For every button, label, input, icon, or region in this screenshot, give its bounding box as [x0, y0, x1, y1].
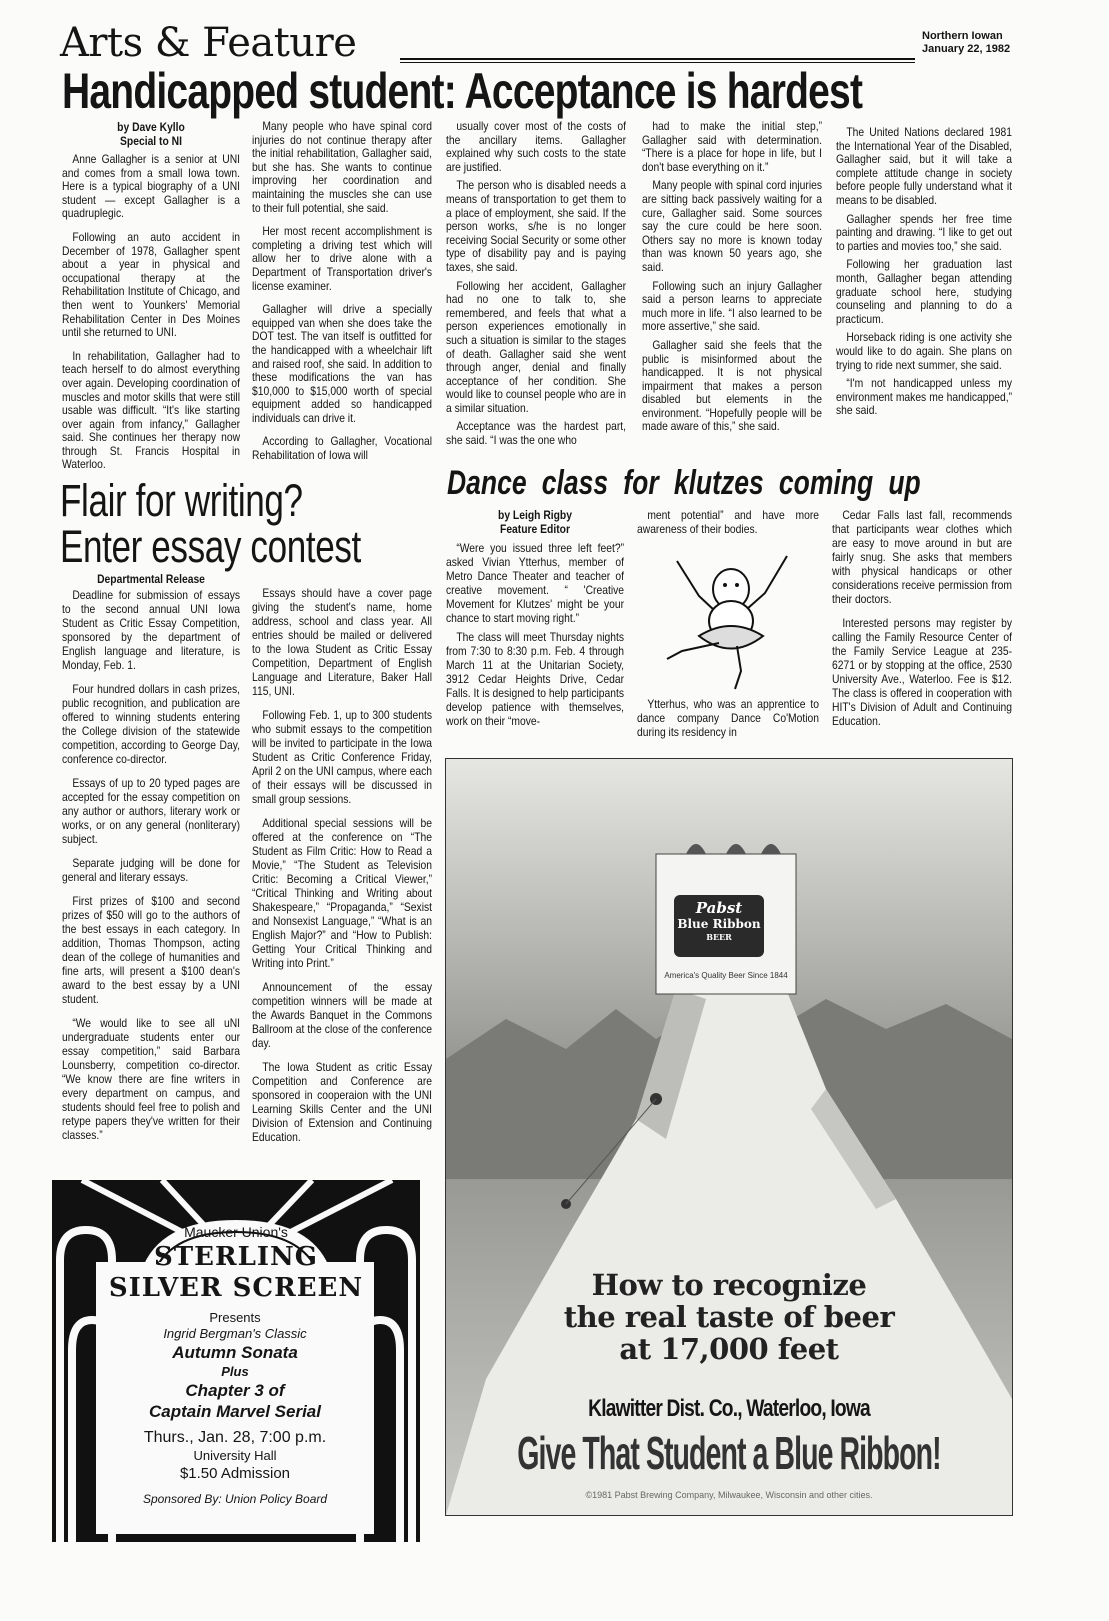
paragraph: “Were you issued three left feet?” asked Vivian Ytterhus, member of Metro Dance Theater and teacher of creative movement. “ 'Creative Movement for Klutzes' might be your chance to start moving right.” — [446, 541, 625, 625]
essay-headline-line-2: Enter essay contest — [60, 521, 361, 572]
paragraph: Acceptance was the hardest part, she said. “I was the one who — [446, 419, 627, 448]
story1-column-4 — [642, 120, 822, 439]
paragraph: Essays should have a cover page giving the student's name, home address, school and class year. All entries should be mailed or delivered to the Iowa Student as Critic Essay Competition, Department of English Language and Literature, Baker Hall 115, UNI. — [252, 586, 433, 698]
movie-advertisement — [52, 1180, 420, 1542]
showtime: Thurs., Jan. 28, 7:00 p.m. — [143, 1429, 327, 1446]
paragraph: Following her accident, Gallagher had no one to talk to, she remembered, and feels that what a person experiences emotionally in such a situation is similar to the stages of death. Gallagher said she went through anger, denial and finally acceptance of her condition. She would like to counsel people who are in a similar situation. — [446, 278, 627, 415]
paragraph: Cedar Falls last fall, recommends that participants wear clothes which are easy to move around in but are fairly snug. She asks that members with physical handicaps or other considerations receive permission from their doctors. — [832, 508, 1013, 606]
story1-column-1 — [62, 120, 240, 482]
story1-column-5 — [836, 126, 1012, 423]
byline: Departmental Release — [97, 572, 205, 586]
author: by Leigh Rigby — [498, 508, 572, 522]
paragraph: ment potential” and have more awareness of their bodies. — [637, 508, 820, 536]
distributor: Klawitter Dist. Co., Waterloo, Iowa — [588, 1395, 870, 1422]
paragraph: “I'm not handicapped unless my environment makes me handicapped,” she said. — [836, 376, 1013, 418]
film-subtitle: Ingrid Bergman's Classic — [163, 1326, 307, 1341]
paragraph: The class will meet Thursday nights from 7:30 to 8:30 p.m. Feb. 4 through March 11 at the Unitarian Society, 3912 Cedar Heights Drive, Cedar Falls. It is designed to help participants develop patience with themselves, work on their “move- — [446, 630, 625, 728]
paragraph: Four hundred dollars in cash prizes, public recognition, and publication are offered to winning students entering the College division of the statewide competition, according to George Day, conference co-director. — [62, 682, 241, 766]
serial-line-2: Captain Marvel Serial — [149, 1402, 321, 1421]
paragraph: Announcement of the essay competition winners will be made at the Awards Banquet in the Commons Ballroom at the close of the conference day. — [252, 980, 433, 1050]
author: by Dave Kyllo — [117, 120, 185, 134]
story1-column-2 — [252, 120, 432, 473]
beer-advertisement — [445, 758, 1013, 1516]
paragraph: Gallagher spends her free time painting and drawing. “I like to get out to parties and movies too,” she said. — [836, 211, 1013, 253]
paragraph: According to Gallagher, Vocational Rehabilitation of Iowa will — [252, 434, 433, 463]
paragraph: First prizes of $100 and second prizes of $50 will go to the authors of the best essays in each category. In addition, Thomas Thompson, acting dean of the college of humanities and fine arts, will present a $100 dean's award to the best essay by a UNI student. — [62, 894, 241, 1006]
story3-column-2 — [637, 508, 819, 744]
plus-label: Plus — [221, 1364, 249, 1379]
story3-column-3 — [832, 508, 1012, 738]
paragraph: Additional special sessions will be offered at the conference on “The Student as Film Critic: How to Read a Movie,” “The Student as Television Critic: Becoming a Critical Viewer,” “Critical Thinking and Writing about Shakespeare,” “Propaganda,” “Sexist and Nonsexist Language,” “What is an English Major?” and “How to Publish: Getting Your Critical Thinking and Writing into Print.” — [252, 816, 433, 970]
paragraph: Following her graduation last month, Gallagher began attending graduate school here, studying counseling and planning to do a practicum. — [836, 257, 1013, 326]
paragraph: Anne Gallagher is a senior at UNI and comes from a small Iowa town. Here is a typical biography of a UNI student — except Gallagher is a quadruplegic. — [62, 152, 241, 221]
headline-line-3: at 17,000 feet — [619, 1332, 839, 1366]
author-role: Special to NI — [120, 134, 182, 148]
paragraph: Deadline for submission of essays to the second annual UNI Iowa Student as Critic Essay Competition, sponsored by the department of English language and literature, is Monday, Feb. 1. — [62, 588, 241, 672]
dance-headline: Dance class for klutzes coming up — [447, 464, 921, 502]
paragraph: Interested persons may register by calling the Family Resource Center of the Family Service League at 235-6271 or by stopping at the office, 2530 University Ave., Waterloo. Fee is $12. The class is offered in cooperation with HIT's Division of Adult and Continuing Education. — [832, 616, 1013, 728]
story3-column-1 — [446, 508, 624, 733]
admission-price: $1.50 Admission — [179, 1465, 291, 1482]
copyright: ©1981 Pabst Brewing Company, Milwaukee, Wisconsin and other cities. — [585, 1490, 873, 1500]
movie-details — [96, 1306, 374, 1534]
byline — [62, 120, 240, 148]
paragraph: Separate judging will be done for general and literary essays. — [62, 856, 241, 884]
main-headline: Handicapped student: Acceptance is hardest — [62, 63, 863, 119]
paragraph: Many people with spinal cord injuries are sitting back passively waiting for a cure, Gallagher said. Some sources say the cure could be here soon. Others say no more is known today than was known 50 years ago, she said. — [642, 178, 823, 274]
pabst-logo — [674, 895, 764, 957]
headline-line-1: How to recognize — [591, 1268, 867, 1302]
venue: University Hall — [193, 1448, 277, 1463]
paragraph: The Iowa Student as critic Essay Competition and Conference are sponsored in cooperaion with the UNI Learning Skills Center and the UNI Division of Extension and Continuing Education. — [252, 1060, 433, 1144]
paper-name: Northern Iowan — [922, 30, 1003, 42]
presenter: Maucker Union's — [184, 1224, 288, 1240]
serial-line-1: Chapter 3 of — [185, 1381, 285, 1400]
paragraph: The United Nations declared 1981 the International Year of the Disabled, Gallagher said, but it will take a complete attitude change in society before people fully understand what it means to be disabled. — [836, 125, 1013, 207]
paragraph: Following an auto accident in December of 1978, Gallagher spent about a year in physical and occupational therapy at the Rehabilitation Institute of Chicago, and then went to Younkers' Memorial Rehabilitation Center in Des Moines until she returned to UNI. — [62, 229, 241, 340]
paragraph: Many people who have spinal cord injuries do not continue therapy after the initial rehabilitation, Gallagher said, but she has. She wants to continue improving her coordination and maintaining the muscles she can use to their full potential, she said. — [252, 119, 433, 215]
headline-line-2: the real taste of beer — [563, 1300, 895, 1334]
story2-column-1 — [62, 572, 240, 1152]
paragraph: “We would like to see all uNI undergraduate students enter our essay competition,” said Barbara Lounsberry, competition co-director. “We know there are fine writers in every department on campus, and students should feel free to polish and retype papers they've written for their classes.” — [62, 1016, 241, 1142]
section-title: Arts & Feature — [60, 20, 357, 66]
film-title: Autumn Sonata — [172, 1343, 298, 1362]
paragraph: Gallagher said she feels that the public is misinformed about the handicapped. It is not physical impairment that makes a person disabled but elements in the environment. “Hopefully people will be made aware of this,” she said. — [642, 337, 823, 434]
brand-small: BEER — [706, 932, 732, 942]
author-role: Feature Editor — [500, 522, 570, 536]
paragraph: Following such an injury Gallagher said a person learns to appreciate much more in life. “I also learned to be more assertive,” she said. — [642, 278, 823, 334]
masthead — [922, 30, 1010, 56]
paragraph: Her most recent accomplishment is completing a driving test which will allow her to drive alone with a Department of Transportation driver's license examiner. — [252, 224, 433, 293]
issue-date: January 22, 1982 — [922, 43, 1011, 55]
slogan: Give That Student a Blue Ribbon! — [517, 1427, 941, 1479]
brand-bottom: Blue Ribbon — [677, 917, 761, 931]
brand-top: Pabst — [695, 899, 743, 917]
beer-ad-headline — [446, 1269, 1012, 1365]
byline — [446, 508, 624, 536]
paragraph: had to make the initial step,” Gallagher said with determination. “There is a place for hope in life, but I don't base everything on it.” — [642, 119, 823, 174]
label-tagline: America's Quality Beer Since 1844 — [664, 971, 788, 980]
paragraph: The person who is disabled needs a means of transportation to get them to a place of employment, she said. If the person works, s/he is no longer receiving Social Security or some other type of disability pay and is paying taxes, she said. — [446, 178, 627, 274]
paragraph: Ytterhus, who was an apprentice to dance company Dance Co'Motion during its residency in — [637, 697, 820, 739]
essay-headline — [60, 475, 361, 572]
series-title-line-1: STERLING — [154, 1242, 318, 1272]
essay-headline-line-1: Flair for writing? — [60, 475, 303, 526]
paragraph: Essays of up to 20 typed pages are accepted for the essay competition on any author or authors, literary work or works, or on any general (nonliterary) subject. — [62, 776, 241, 846]
story2-column-2 — [252, 586, 432, 1154]
paragraph: Following Feb. 1, up to 300 students who submit essays to the competition will be invited to participate in the Iowa Student as Critic Conference Friday, April 2 on the UNI campus, where each of their essays will be discussed in small group sessions. — [252, 708, 433, 806]
ballerina-illustration — [637, 541, 819, 691]
series-title-line-2: SILVER SCREEN — [108, 1273, 364, 1303]
paragraph: Horseback riding is one activity she would like to do again. She plans on trying to ride next summer, she said. — [836, 330, 1013, 372]
sponsor: Sponsored By: Union Policy Board — [142, 1492, 328, 1506]
paragraph: Gallagher will drive a specially equipped van when she does take the DOT test. The van itself is outfitted for the handicapped with a wheelchair lift and raised roof, she said. In addition to these modifications the van has $10,000 to $15,000 worth of special equipment added so handicapped individuals can drive it. — [252, 302, 433, 425]
paragraph: In rehabilitation, Gallagher had to teach herself to do almost everything over again. Developing coordination of muscles and motor skills that were still usable was difficult. “It's like starting over again from infancy,” Gallagher said. She continues her therapy now through St. Francis Hospital in Waterloo. — [62, 348, 241, 472]
presents: Presents — [209, 1310, 261, 1325]
story1-column-3 — [446, 120, 626, 453]
paragraph: usually cover most of the costs of the ancillary items. Gallagher explained why such costs to the state are justified. — [446, 119, 627, 174]
